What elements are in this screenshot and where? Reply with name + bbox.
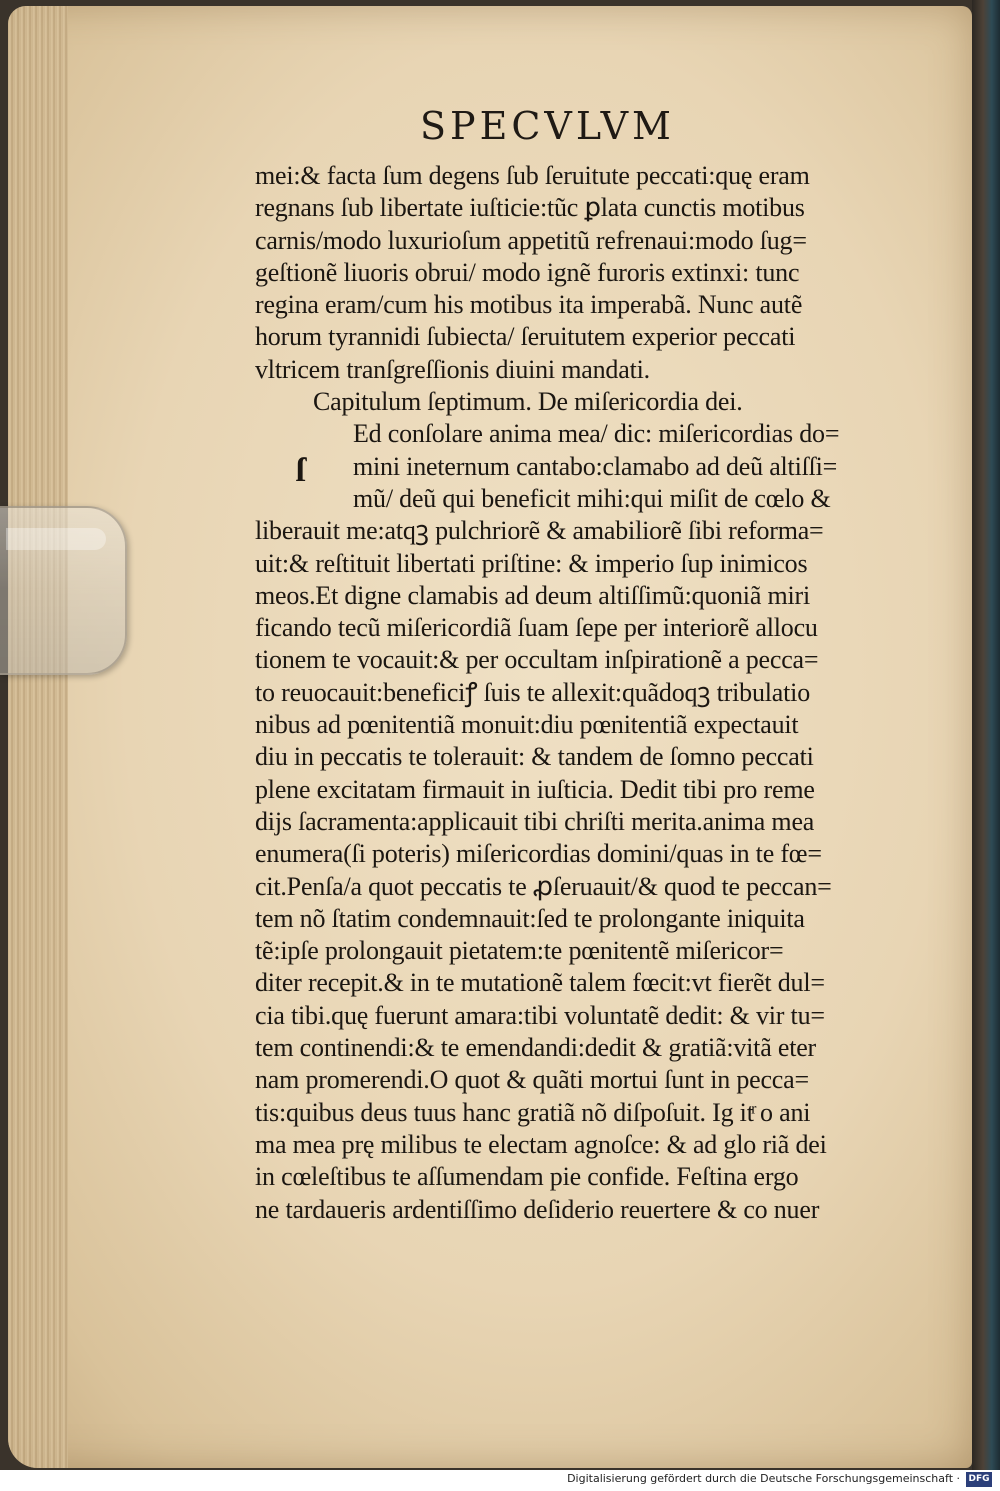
text-line: enumera(ſi poteris) miſericordias domini/quas in te fœ= — [255, 839, 822, 869]
dfg-logo: DFG — [966, 1472, 992, 1487]
text-line: diu in peccatis te tolerauit: & tandem de ſomno peccati — [255, 742, 814, 772]
chapter-heading: Capitulum ſeptimum. De miſericordia dei. — [313, 387, 743, 417]
text-line: regina eram/cum his motibus ita imperabã. Nunc autẽ — [255, 290, 803, 320]
text-line: geſtionẽ liuoris obrui/ modo ignẽ furoris extinxi: tunc — [255, 257, 800, 287]
text-line: mei:& facta ſum degens ſub ſeruitute peccati:quę eram — [255, 161, 810, 190]
text-line: cit.Penſa/a quot peccatis te ꝓſeruauit/& quod te peccan= — [255, 871, 832, 901]
text-line: to reuocauit:beneficiꝭ ſuis te allexit:quãdoqꝫ tribulatio — [255, 677, 810, 707]
text-line: plene excitatam firmauit in iuſticia. Dedit tibi pro reme — [255, 774, 815, 804]
text-line: diter recepit.& in te mutationẽ talem fœcit:vt fierẽt dul= — [255, 968, 825, 998]
text-line: regnans ſub libertate iuſticie:tũc ꝑlata cunctis motibus — [255, 193, 805, 223]
text-line: nibus ad pœnitentiã monuit:diu pœnitentiã expectauit — [255, 710, 799, 740]
book-clip — [0, 506, 127, 675]
digitization-footer — [0, 1470, 1000, 1491]
drop-cap: ſ — [296, 452, 306, 489]
text-line: in cœleſtibus te aſſumendam pie confide. Feſtina ergo — [255, 1162, 799, 1192]
text-line: tẽ:ipſe prolongauit pietatem:te pœnitentẽ miſericor= — [255, 936, 784, 966]
text-line: dijs ſacramenta:applicauit tibi chriſti merita.anima mea — [255, 806, 815, 836]
text-line: mini ineternum cantabo:clamabo ad deũ altiſſi= — [353, 451, 838, 481]
running-title: SPECVLVM — [420, 104, 675, 148]
text-line: cia tibi.quę fuerunt amara:tibi voluntatẽ dedit: & vir tu= — [255, 1000, 825, 1030]
text-line: tis:quibus deus tuus hanc gratiã nõ diſpoſuit. Ig itͬ o ani — [255, 1097, 811, 1127]
page-fore-edges — [8, 6, 68, 1468]
text-line: tem continendi:& te emendandi:dedit & gratiã:vitã eter — [255, 1033, 817, 1063]
text-line: horum tyrannidi ſubiecta/ ſeruitutem experior peccati — [255, 322, 796, 352]
text-line: ma mea prę milibus te electam agnoſce: & ad glo riã dei — [255, 1129, 827, 1159]
text-line: mũ/ deũ qui beneficit mihi:qui miſit de cœlo & — [353, 483, 831, 513]
text-line: Ed conſolare anima mea/ dic: miſericordias do= — [353, 419, 840, 449]
text-block — [255, 160, 945, 1226]
text-line: ficando tecũ miſericordiã ſuam ſepe per interiorẽ allocu — [255, 613, 818, 643]
clip-highlight — [6, 528, 106, 550]
text-line: meos.Et digne clamabis ad deum altiſſimũ:quoniã miri — [255, 580, 810, 610]
text-line: carnis/modo luxurioſum appetitũ refrenaui:modo ſug= — [255, 225, 807, 255]
text-line: uit:& reſtituit libertati priſtine: & imperio ſup inimicos — [255, 548, 808, 578]
text-line: nam promerendi.O quot & quãti mortui ſunt in pecca= — [255, 1065, 809, 1095]
funding-credit: Digitalisierung gefördert durch die Deutsche Forschungsgemeinschaft · — [567, 1472, 960, 1485]
text-line: ne tardaueris ardentiſſimo deſiderio reuertere & co nuer — [255, 1194, 820, 1224]
text-line: tem nõ ſtatim condemnauit:ſed te prolongante iniquita — [255, 903, 805, 933]
text-line: liberauit me:atqꝫ pulchriorẽ & amabiliorẽ ſibi reforma= — [255, 516, 824, 546]
text-line: vltricem tranſgreſſionis diuini mandati. — [255, 354, 650, 384]
text-line: tionem te vocauit:& per occultam inſpirationẽ a pecca= — [255, 645, 819, 675]
book-binding — [972, 0, 1000, 1491]
